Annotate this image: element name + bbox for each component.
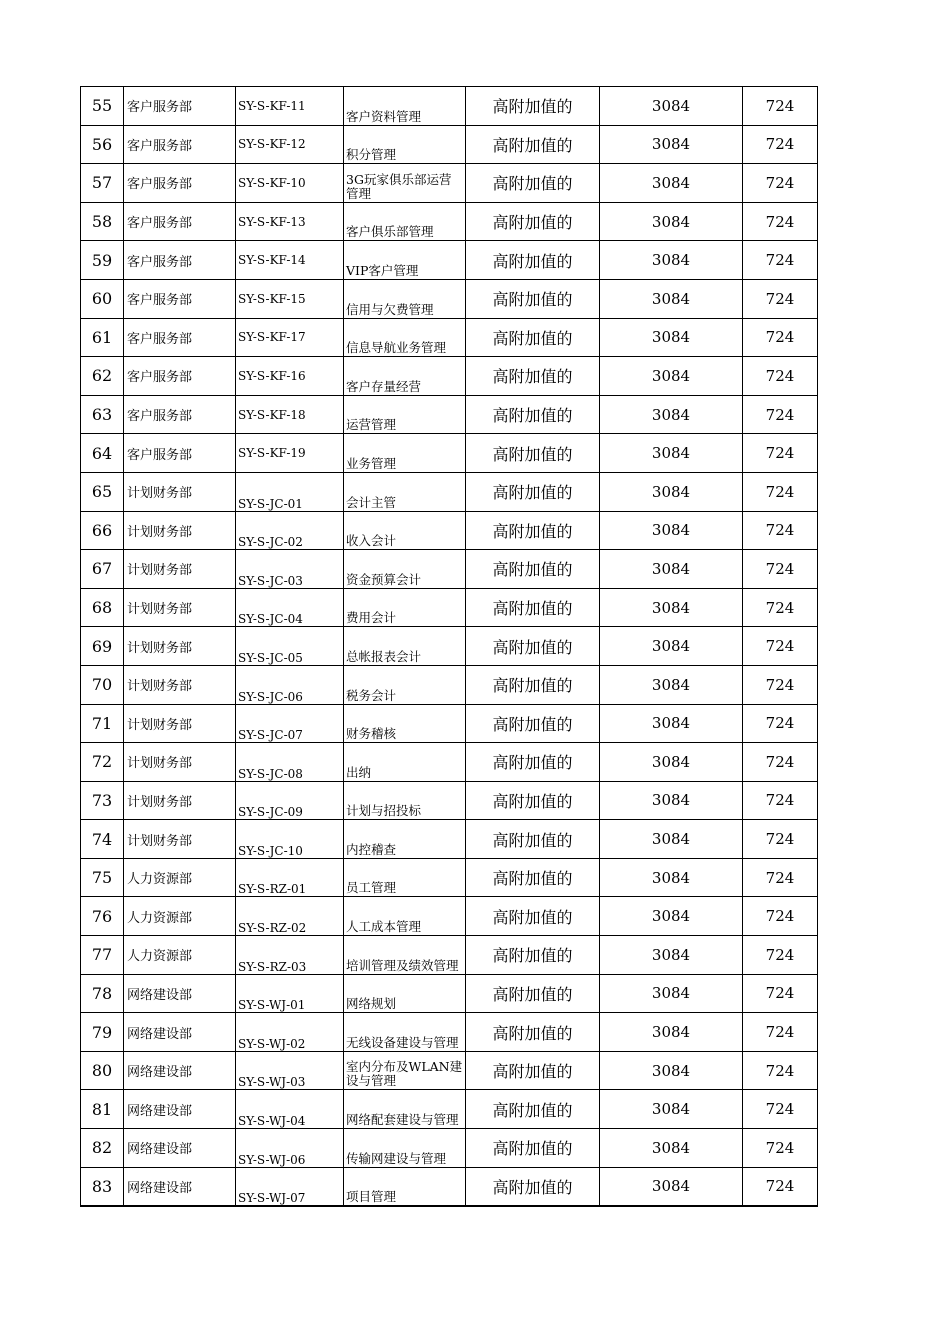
position-code-cell: SY-S-RZ-03 xyxy=(236,936,344,975)
position-name-cell: 业务管理 xyxy=(344,434,466,473)
value-1-cell: 3084 xyxy=(600,164,743,203)
position-code-cell: SY-S-WJ-06 xyxy=(236,1129,344,1168)
department-cell: 网络建设部 xyxy=(124,974,236,1013)
value-2-cell: 724 xyxy=(743,897,818,936)
department-cell: 网络建设部 xyxy=(124,1129,236,1168)
row-number: 77 xyxy=(81,936,124,975)
value-type-cell: 高附加值的 xyxy=(466,1013,600,1052)
value-2-cell: 724 xyxy=(743,665,818,704)
row-number: 74 xyxy=(81,820,124,859)
table-row xyxy=(81,974,818,1013)
position-name-cell: 内控稽查 xyxy=(344,820,466,859)
table-row xyxy=(81,164,818,203)
row-number: 72 xyxy=(81,743,124,782)
position-name-cell: 财务稽核 xyxy=(344,704,466,743)
value-2-cell: 724 xyxy=(743,858,818,897)
value-1-cell: 3084 xyxy=(600,1013,743,1052)
position-code-cell: SY-S-RZ-01 xyxy=(236,858,344,897)
department-cell: 计划财务部 xyxy=(124,511,236,550)
table-row xyxy=(81,588,818,627)
value-1-cell: 3084 xyxy=(600,704,743,743)
value-type-cell: 高附加值的 xyxy=(466,395,600,434)
value-type-cell: 高附加值的 xyxy=(466,202,600,241)
position-code-cell: SY-S-JC-01 xyxy=(236,472,344,511)
value-2-cell: 724 xyxy=(743,87,818,126)
value-type-cell: 高附加值的 xyxy=(466,1129,600,1168)
value-2-cell: 724 xyxy=(743,936,818,975)
value-1-cell: 3084 xyxy=(600,395,743,434)
position-code-cell: SY-S-KF-10 xyxy=(236,164,344,203)
value-2-cell: 724 xyxy=(743,434,818,473)
position-name-cell: 培训管理及绩效管理 xyxy=(344,936,466,975)
row-number: 80 xyxy=(81,1051,124,1090)
table-row xyxy=(81,395,818,434)
value-type-cell: 高附加值的 xyxy=(466,434,600,473)
position-name-cell: 网络配套建设与管理 xyxy=(344,1090,466,1129)
position-name-cell: 客户资料管理 xyxy=(344,87,466,126)
row-number: 67 xyxy=(81,550,124,589)
department-cell: 计划财务部 xyxy=(124,781,236,820)
value-2-cell: 724 xyxy=(743,1167,818,1206)
value-1-cell: 3084 xyxy=(600,434,743,473)
value-1-cell: 3084 xyxy=(600,974,743,1013)
value-2-cell: 724 xyxy=(743,357,818,396)
value-type-cell: 高附加值的 xyxy=(466,1090,600,1129)
row-number: 81 xyxy=(81,1090,124,1129)
department-cell: 计划财务部 xyxy=(124,627,236,666)
value-2-cell: 724 xyxy=(743,511,818,550)
position-code-cell: SY-S-KF-16 xyxy=(236,357,344,396)
value-2-cell: 724 xyxy=(743,125,818,164)
value-2-cell: 724 xyxy=(743,241,818,280)
row-number: 83 xyxy=(81,1167,124,1206)
position-name-cell: 客户存量经营 xyxy=(344,357,466,396)
position-name-cell: 资金预算会计 xyxy=(344,550,466,589)
department-cell: 客户服务部 xyxy=(124,241,236,280)
position-name-cell: 3G玩家俱乐部运营管理 xyxy=(344,164,466,203)
department-cell: 计划财务部 xyxy=(124,820,236,859)
table-row xyxy=(81,550,818,589)
row-number: 65 xyxy=(81,472,124,511)
value-1-cell: 3084 xyxy=(600,1167,743,1206)
position-code-cell: SY-S-KF-13 xyxy=(236,202,344,241)
position-name-cell: 税务会计 xyxy=(344,665,466,704)
value-2-cell: 724 xyxy=(743,704,818,743)
table-row xyxy=(81,1051,818,1090)
position-code-cell: SY-S-KF-19 xyxy=(236,434,344,473)
value-type-cell: 高附加值的 xyxy=(466,241,600,280)
value-2-cell: 724 xyxy=(743,1129,818,1168)
value-1-cell: 3084 xyxy=(600,897,743,936)
table-row xyxy=(81,704,818,743)
table-row xyxy=(81,357,818,396)
department-cell: 网络建设部 xyxy=(124,1167,236,1206)
table-row xyxy=(81,781,818,820)
row-number: 62 xyxy=(81,357,124,396)
value-1-cell: 3084 xyxy=(600,627,743,666)
row-number: 79 xyxy=(81,1013,124,1052)
position-code-cell: SY-S-JC-05 xyxy=(236,627,344,666)
table-row xyxy=(81,241,818,280)
table-row xyxy=(81,820,818,859)
position-name-cell: 员工管理 xyxy=(344,858,466,897)
value-type-cell: 高附加值的 xyxy=(466,936,600,975)
row-number: 64 xyxy=(81,434,124,473)
position-name-cell: 积分管理 xyxy=(344,125,466,164)
row-number: 61 xyxy=(81,318,124,357)
value-1-cell: 3084 xyxy=(600,588,743,627)
value-type-cell: 高附加值的 xyxy=(466,665,600,704)
position-code-cell: SY-S-KF-11 xyxy=(236,87,344,126)
position-name-cell: 费用会计 xyxy=(344,588,466,627)
position-code-cell: SY-S-KF-17 xyxy=(236,318,344,357)
value-2-cell: 724 xyxy=(743,781,818,820)
department-cell: 计划财务部 xyxy=(124,743,236,782)
value-type-cell: 高附加值的 xyxy=(466,279,600,318)
department-cell: 计划财务部 xyxy=(124,550,236,589)
position-code-cell: SY-S-KF-15 xyxy=(236,279,344,318)
row-number: 76 xyxy=(81,897,124,936)
position-name-cell: 信息导航业务管理 xyxy=(344,318,466,357)
value-1-cell: 3084 xyxy=(600,472,743,511)
value-1-cell: 3084 xyxy=(600,781,743,820)
value-1-cell: 3084 xyxy=(600,87,743,126)
value-2-cell: 724 xyxy=(743,1051,818,1090)
position-code-cell: SY-S-WJ-07 xyxy=(236,1167,344,1206)
row-number: 71 xyxy=(81,704,124,743)
value-type-cell: 高附加值的 xyxy=(466,588,600,627)
department-cell: 客户服务部 xyxy=(124,202,236,241)
value-2-cell: 724 xyxy=(743,202,818,241)
value-type-cell: 高附加值的 xyxy=(466,550,600,589)
position-code-cell: SY-S-RZ-02 xyxy=(236,897,344,936)
value-1-cell: 3084 xyxy=(600,511,743,550)
value-2-cell: 724 xyxy=(743,472,818,511)
table-row xyxy=(81,936,818,975)
position-code-cell: SY-S-JC-06 xyxy=(236,665,344,704)
position-code-cell: SY-S-WJ-04 xyxy=(236,1090,344,1129)
row-number: 59 xyxy=(81,241,124,280)
value-type-cell: 高附加值的 xyxy=(466,858,600,897)
department-cell: 计划财务部 xyxy=(124,704,236,743)
row-number: 63 xyxy=(81,395,124,434)
row-number: 68 xyxy=(81,588,124,627)
value-1-cell: 3084 xyxy=(600,820,743,859)
value-2-cell: 724 xyxy=(743,279,818,318)
department-cell: 人力资源部 xyxy=(124,936,236,975)
position-code-cell: SY-S-JC-03 xyxy=(236,550,344,589)
value-2-cell: 724 xyxy=(743,743,818,782)
row-number: 58 xyxy=(81,202,124,241)
position-code-cell: SY-S-KF-12 xyxy=(236,125,344,164)
value-2-cell: 724 xyxy=(743,820,818,859)
value-2-cell: 724 xyxy=(743,1090,818,1129)
row-number: 75 xyxy=(81,858,124,897)
position-name-cell: 出纳 xyxy=(344,743,466,782)
value-1-cell: 3084 xyxy=(600,1090,743,1129)
row-number: 82 xyxy=(81,1129,124,1168)
department-cell: 客户服务部 xyxy=(124,357,236,396)
value-2-cell: 724 xyxy=(743,627,818,666)
position-code-cell: SY-S-JC-07 xyxy=(236,704,344,743)
position-name-cell: 项目管理 xyxy=(344,1167,466,1206)
position-name-cell: 客户俱乐部管理 xyxy=(344,202,466,241)
position-name-cell: 传输网建设与管理 xyxy=(344,1129,466,1168)
position-name-cell: 运营管理 xyxy=(344,395,466,434)
value-1-cell: 3084 xyxy=(600,125,743,164)
department-cell: 网络建设部 xyxy=(124,1051,236,1090)
position-name-cell: 会计主管 xyxy=(344,472,466,511)
row-number: 70 xyxy=(81,665,124,704)
position-code-cell: SY-S-WJ-03 xyxy=(236,1051,344,1090)
table-row xyxy=(81,1167,818,1206)
table-row xyxy=(81,202,818,241)
value-1-cell: 3084 xyxy=(600,665,743,704)
value-2-cell: 724 xyxy=(743,318,818,357)
value-1-cell: 3084 xyxy=(600,550,743,589)
value-1-cell: 3084 xyxy=(600,1129,743,1168)
department-cell: 客户服务部 xyxy=(124,318,236,357)
row-number: 57 xyxy=(81,164,124,203)
value-2-cell: 724 xyxy=(743,395,818,434)
value-type-cell: 高附加值的 xyxy=(466,974,600,1013)
value-type-cell: 高附加值的 xyxy=(466,164,600,203)
value-type-cell: 高附加值的 xyxy=(466,704,600,743)
table-row xyxy=(81,743,818,782)
table-row xyxy=(81,858,818,897)
table-row xyxy=(81,87,818,126)
value-type-cell: 高附加值的 xyxy=(466,627,600,666)
position-name-cell: 信用与欠费管理 xyxy=(344,279,466,318)
value-2-cell: 724 xyxy=(743,588,818,627)
position-name-cell: 无线设备建设与管理 xyxy=(344,1013,466,1052)
row-number: 55 xyxy=(81,87,124,126)
position-code-cell: SY-S-WJ-01 xyxy=(236,974,344,1013)
position-name-cell: 总帐报表会计 xyxy=(344,627,466,666)
row-number: 69 xyxy=(81,627,124,666)
position-name-cell: 计划与招投标 xyxy=(344,781,466,820)
table-row xyxy=(81,472,818,511)
position-code-cell: SY-S-KF-14 xyxy=(236,241,344,280)
row-number: 73 xyxy=(81,781,124,820)
value-type-cell: 高附加值的 xyxy=(466,820,600,859)
department-cell: 客户服务部 xyxy=(124,395,236,434)
value-1-cell: 3084 xyxy=(600,357,743,396)
row-number: 78 xyxy=(81,974,124,1013)
table-row xyxy=(81,897,818,936)
position-name-cell: 人工成本管理 xyxy=(344,897,466,936)
position-name-cell: 收入会计 xyxy=(344,511,466,550)
position-name-cell: 网络规划 xyxy=(344,974,466,1013)
value-1-cell: 3084 xyxy=(600,241,743,280)
department-cell: 客户服务部 xyxy=(124,164,236,203)
value-type-cell: 高附加值的 xyxy=(466,472,600,511)
position-code-cell: SY-S-JC-02 xyxy=(236,511,344,550)
value-type-cell: 高附加值的 xyxy=(466,781,600,820)
department-cell: 客户服务部 xyxy=(124,279,236,318)
value-2-cell: 724 xyxy=(743,550,818,589)
table-row xyxy=(81,279,818,318)
value-2-cell: 724 xyxy=(743,164,818,203)
value-1-cell: 3084 xyxy=(600,858,743,897)
value-type-cell: 高附加值的 xyxy=(466,1051,600,1090)
position-name-cell: 室内分布及WLAN建设与管理 xyxy=(344,1051,466,1090)
table-row xyxy=(81,1129,818,1168)
value-type-cell: 高附加值的 xyxy=(466,743,600,782)
value-type-cell: 高附加值的 xyxy=(466,357,600,396)
table-row xyxy=(81,318,818,357)
value-1-cell: 3084 xyxy=(600,936,743,975)
position-table xyxy=(80,86,818,1207)
table-row xyxy=(81,665,818,704)
value-type-cell: 高附加值的 xyxy=(466,511,600,550)
value-type-cell: 高附加值的 xyxy=(466,318,600,357)
department-cell: 客户服务部 xyxy=(124,87,236,126)
table-row xyxy=(81,125,818,164)
row-number: 56 xyxy=(81,125,124,164)
department-cell: 人力资源部 xyxy=(124,858,236,897)
department-cell: 计划财务部 xyxy=(124,665,236,704)
value-1-cell: 3084 xyxy=(600,1051,743,1090)
row-number: 66 xyxy=(81,511,124,550)
position-code-cell: SY-S-JC-04 xyxy=(236,588,344,627)
position-code-cell: SY-S-JC-08 xyxy=(236,743,344,782)
value-1-cell: 3084 xyxy=(600,279,743,318)
department-cell: 客户服务部 xyxy=(124,125,236,164)
position-name-cell: VIP客户管理 xyxy=(344,241,466,280)
department-cell: 计划财务部 xyxy=(124,472,236,511)
department-cell: 网络建设部 xyxy=(124,1013,236,1052)
department-cell: 计划财务部 xyxy=(124,588,236,627)
department-cell: 客户服务部 xyxy=(124,434,236,473)
table-row xyxy=(81,434,818,473)
position-code-cell: SY-S-KF-18 xyxy=(236,395,344,434)
table-row xyxy=(81,627,818,666)
department-cell: 网络建设部 xyxy=(124,1090,236,1129)
department-cell: 人力资源部 xyxy=(124,897,236,936)
value-1-cell: 3084 xyxy=(600,202,743,241)
table-row xyxy=(81,1090,818,1129)
position-code-cell: SY-S-WJ-02 xyxy=(236,1013,344,1052)
row-number: 60 xyxy=(81,279,124,318)
table-row xyxy=(81,1013,818,1052)
value-1-cell: 3084 xyxy=(600,318,743,357)
value-type-cell: 高附加值的 xyxy=(466,1167,600,1206)
value-type-cell: 高附加值的 xyxy=(466,897,600,936)
value-type-cell: 高附加值的 xyxy=(466,125,600,164)
position-code-cell: SY-S-JC-10 xyxy=(236,820,344,859)
table-body xyxy=(81,87,818,1206)
value-2-cell: 724 xyxy=(743,1013,818,1052)
position-code-cell: SY-S-JC-09 xyxy=(236,781,344,820)
value-type-cell: 高附加值的 xyxy=(466,87,600,126)
value-2-cell: 724 xyxy=(743,974,818,1013)
table-row xyxy=(81,511,818,550)
value-1-cell: 3084 xyxy=(600,743,743,782)
